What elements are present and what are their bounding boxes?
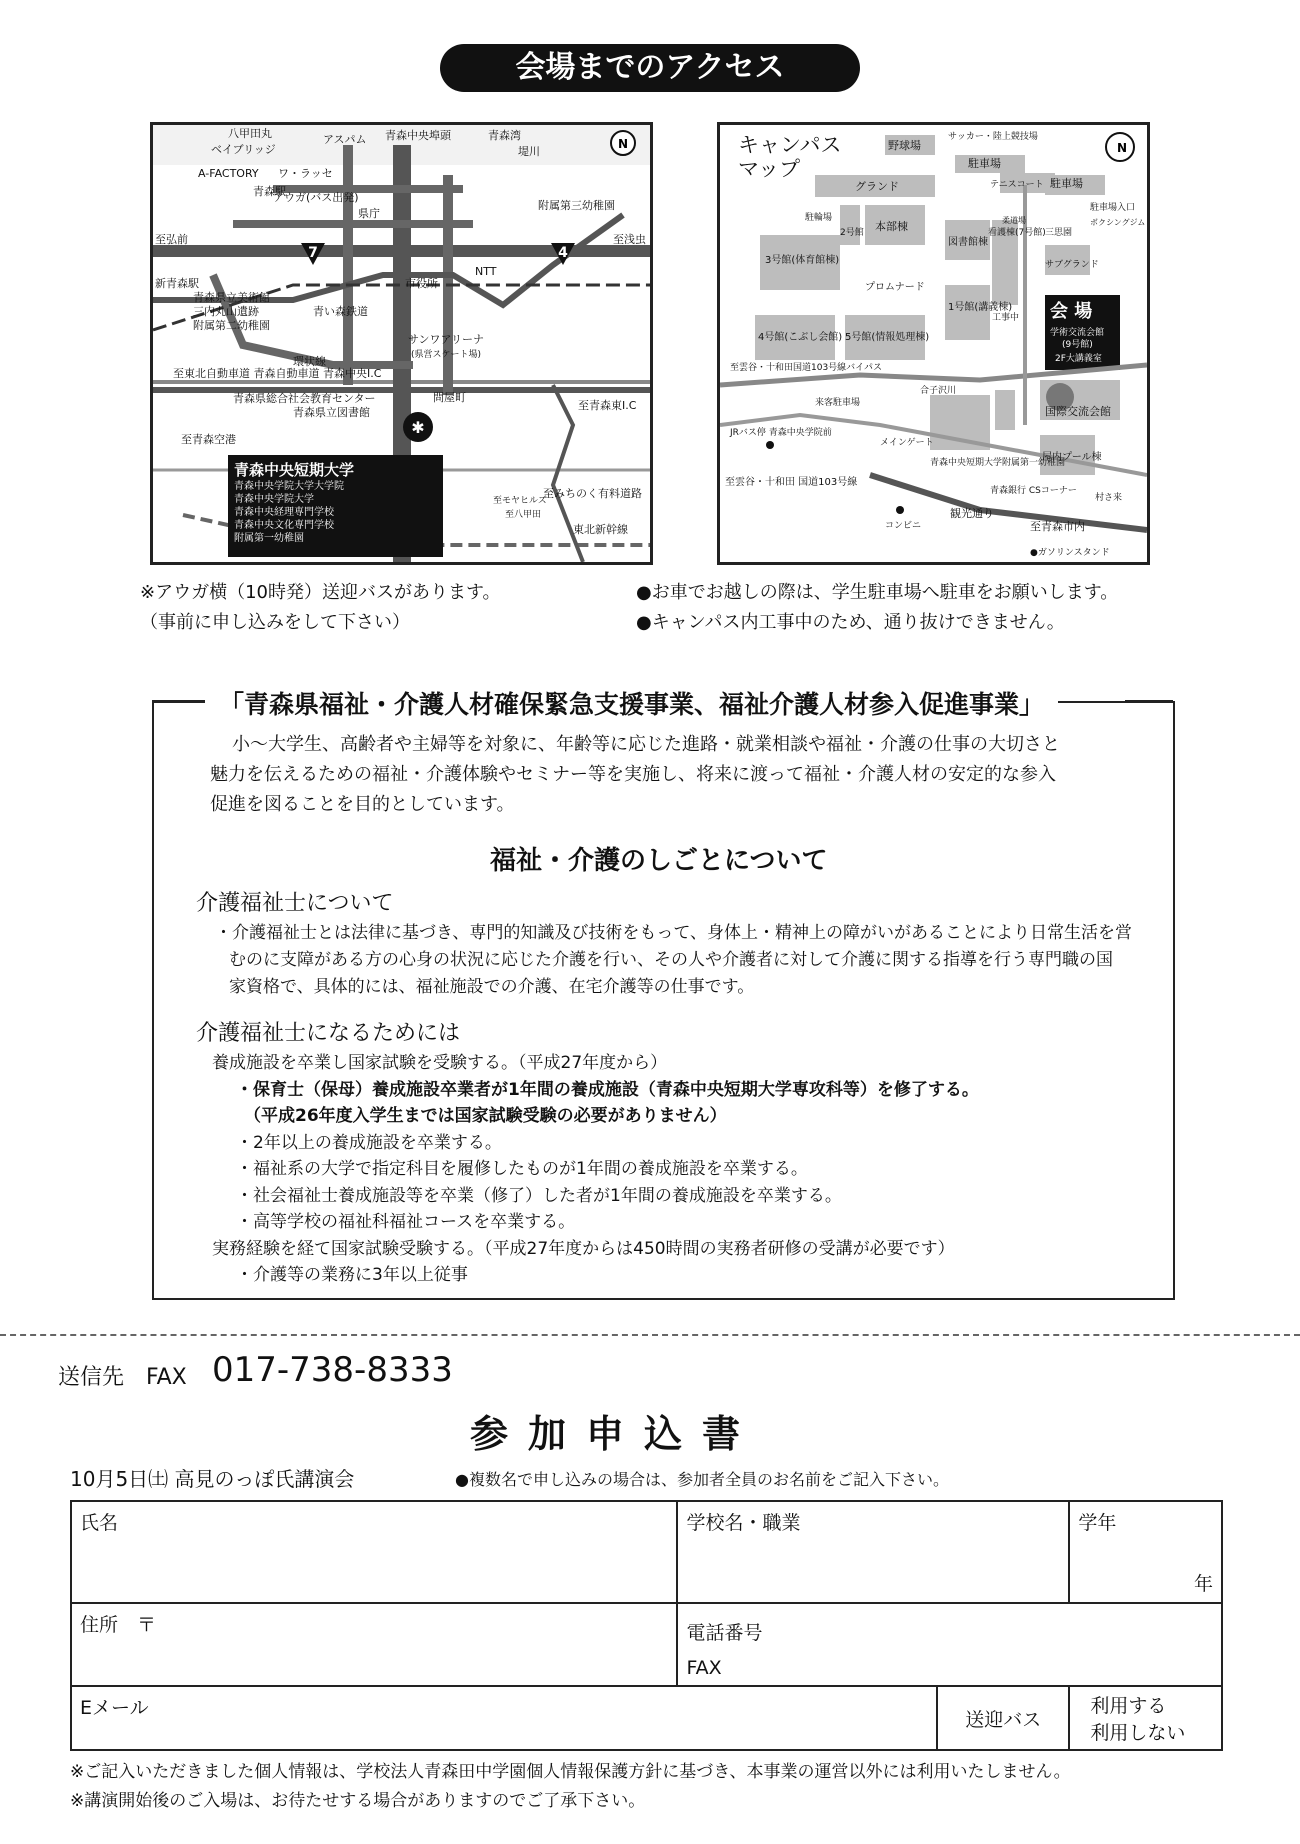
map-label: 至みちのく有料道路 [543,487,642,500]
campus-label: 野球場 [888,139,921,152]
requirement-line: ・社会福祉士養成施設等を卒業（修了）した者が1年間の養成施設を卒業する。 [236,1185,842,1206]
school-callout [228,455,443,557]
north-label: N [617,137,629,151]
grade-label: 学年 [1078,1512,1117,1534]
map-label: 至青森空港 [181,433,236,446]
map-label: 附属第二幼稚園 [193,319,270,332]
map-label: 青森中央埠頭 [385,129,451,142]
campus-label: 至雲谷・十和田国道103号線バイパス [730,363,882,373]
campus-label: JRバス停 青森中央学院前 [730,428,832,438]
campus-label: メインゲート [880,438,934,448]
venue-label: 会 場 [1050,301,1093,322]
phone-label: 電話番号 [686,1622,763,1644]
north-label: N [1116,141,1128,155]
requirement-line: ・介護等の業務に3年以上従事 [236,1265,468,1285]
campus-map-drawing [720,125,1147,562]
school-sub: 青森中央学院大学 [234,494,314,505]
map-label: 附属第三幼稚園 [538,199,615,212]
requirement-line: 実務経験を経て国家試験受験する。（平成27年度からは450時間の実務者研修の受講が必要です） [212,1238,955,1259]
campus-label: 青森銀行 CSコーナー [990,486,1077,496]
project-intro [210,730,1160,820]
car-note-line: ●お車でお越しの際は、学生駐車場へ駐車をお願いします。 [636,582,1119,603]
privacy-note: ※ご記入いただきました個人情報は、学校法人青森田中学園個人情報保護方針に基づき、本事業の運営以外には利用いたしません。 [70,1762,1071,1782]
car-note [636,578,1118,638]
car-note-line: ●キャンパス内工事中のため、通り抜けできません。 [636,612,1065,633]
map-label: 至青森東I.C [578,399,637,412]
school-name: 青森中央短期大学 [234,461,355,479]
email-field[interactable] [72,1687,936,1749]
campus-label: 図書館棟 [948,237,988,248]
fax-label: 送信先 FAX [58,1365,187,1390]
how-to-become-heading: 介護福祉士になるためには [196,1021,461,1046]
form-title: 参加申込書 [470,1412,761,1456]
map-label: NTT [475,265,497,278]
campus-label: 来客駐車場 [815,398,861,408]
map-label: サンワアリーナ [408,333,485,346]
campus-label: 駐車場 [1050,177,1083,190]
campus-map [717,122,1150,565]
venue-sub: (9号館) [1062,340,1093,350]
body-line: 家資格で、具体的には、福祉施設での介護、在宅介護等の仕事です。 [229,977,755,997]
event-name: 10月5日㈯ 高見のっぽ氏講演会 [70,1467,355,1491]
bus-note-line: ※アウガ横（10時発）送迎バスがあります。 [140,582,501,603]
map-label: 至浅虫 [613,233,646,246]
requirement-line: 養成施設を卒業し国家試験を受験する。（平成27年度から） [212,1053,668,1073]
name-field[interactable] [71,1501,677,1603]
phone-field[interactable] [677,1603,1222,1686]
intro-line: 魅力を伝えるための福祉・介護体験やセミナー等を実施し、将来に渡って福祉・介護人材の安定的な参入 [210,764,1056,785]
application-form [70,1500,1223,1751]
campus-label: 1号館(講義棟) [948,302,1013,313]
section-title: 「青森県福祉・介護人材確保緊急支援事業、福祉介護人材参入促進事業」 [205,685,1058,721]
fax-number: 017-738-8333 [212,1350,453,1390]
campus-label: 5号館(情報処理棟) [845,332,930,343]
map-label: 新青森駅 [155,277,199,290]
campus-label: 合子沢川 [920,386,957,396]
campus-label: ボクシングジム [1090,218,1146,227]
bus-note [140,578,501,638]
campus-label: 観光通り [950,507,994,520]
map-label: 環状線 [293,355,326,368]
campus-label: サブグランド [1045,260,1099,270]
campus-label: 駐車場入口 [1090,203,1136,213]
route-7-label: 7 [308,245,318,261]
email-label: Eメール [80,1697,149,1719]
campus-label: 青森中央短期大学附属第一幼稚園 [930,458,1066,468]
bus-yes-option[interactable]: 利用する [1090,1695,1167,1717]
campus-label: 国際交流会館 [1045,405,1111,418]
map-label: 東北新幹線 [573,523,628,536]
access-title: 会場までのアクセス [440,44,860,92]
campus-label: 屋内プール棟 [1042,452,1102,463]
map-label: 八甲田丸 [228,127,272,140]
campus-label: プロムナード [865,282,925,293]
address-label: 住所 〒 [80,1614,157,1636]
intro-line: 小～大学生、高齢者や主婦等を対象に、年齢等に応じた進路・就業相談や福祉・介護の仕事の大切さと [232,734,1060,755]
cut-line [0,1334,1300,1336]
map-label: 三内丸山遺跡 [193,305,259,318]
school-sub: 青森中央文化専門学校 [234,520,334,531]
campus-label: 村さ来 [1095,493,1123,503]
requirement-line: ・2年以上の養成施設を卒業する。 [236,1132,502,1153]
campus-label: 3号館(体育館棟) [765,255,840,266]
address-field[interactable] [71,1603,677,1686]
map-label: 青森県総合社会教育センター [233,392,376,405]
campus-label: 2号館 [840,228,864,238]
route-4-label: 4 [558,245,568,261]
school-sub: 青森中央経理専門学校 [234,507,334,518]
map-label: 問屋町 [433,391,466,404]
fax-field-label: FAX [686,1657,722,1679]
section-title-line-right [1125,700,1173,702]
school-sub: 青森中央学院大学大学院 [234,481,344,492]
map-label: 青森駅 [253,185,286,198]
map-label: アウガ(バス出発) [273,191,359,204]
map-label: アスパム [323,133,367,146]
school-label: 学校名・職業 [686,1512,801,1534]
campus-label: 柔道場 [1002,216,1026,225]
campus-label: 工事中 [992,313,1020,323]
school-sub: 附属第一幼稚園 [234,533,304,544]
requirement-line: ・福祉系の大学で指定科目を履修したものが1年間の養成施設を卒業する。 [236,1159,808,1179]
campus-map-title: キャンパス マップ [738,133,842,181]
campus-label: サッカー・陸上競技場 [948,132,1038,142]
bus-label: 送迎バス [936,1687,1068,1749]
campus-label: 本部棟 [875,220,908,233]
grade-unit: 年 [1193,1573,1213,1595]
campus-label: 4号館(こぶし会館) [758,332,843,343]
body-line: むのに支障がある方の心身の状況に応じた介護を行い、その人や介護者に対して介護に関する指導を行う専門職の国 [229,950,1113,970]
campus-label: ●ガソリンスタンド [1030,548,1110,558]
email-bus-row [71,1686,1069,1750]
late-entry-note: ※講演開始後のご入場は、お待たせする場合がありますのでご了承下さい。 [70,1791,646,1811]
requirement-line: ・高等学校の福祉科福祉コースを卒業する。 [236,1212,576,1232]
campus-label: 三思園 [1045,228,1073,238]
area-map [150,122,653,565]
campus-label: テニスコート [990,180,1044,190]
map-label: 市役所 [405,277,438,290]
campus-label: コンビニ [885,521,922,531]
campus-label: 駐輪場 [805,213,833,223]
bus-no-option[interactable]: 利用しない [1090,1722,1186,1744]
body-line: ・介護福祉士とは法律に基づき、専門的知識及び技術をもって、身体上・精神上の障がいがあることにより日常生活を営 [215,923,1132,943]
map-label: 県庁 [358,207,380,220]
venue-sub: 学術交流会館 [1050,328,1105,338]
map-label: 至弘前 [155,233,188,246]
campus-label: 至青森市内 [1030,520,1085,533]
school-field[interactable] [677,1501,1069,1603]
care-worker-about-body [215,920,1160,1001]
venue-sub: 2F大講義室 [1055,354,1102,364]
map-label: 青い森鉄道 [313,305,368,318]
campus-label: 駐車場 [968,157,1001,170]
map-label: 至モヤヒルズ [493,496,547,506]
map-label: 堤川 [518,145,540,158]
requirement-line: （平成26年度入学生までは国家試験受験の必要がありません） [244,1106,727,1126]
campus-label: 至雲谷・十和田 国道103号線 [725,477,858,488]
bus-note-line: （事前に申し込みをして下さい） [140,612,410,633]
destination-icon: ✱ [411,418,425,437]
map-label: 至東北自動車道 青森自動車道 青森中央I.C [173,367,382,380]
campus-label: グランド [855,180,899,193]
map-label: ベイブリッジ [211,143,276,156]
map-label: A-FACTORY [198,167,259,180]
campus-label: 看護棟(7号館) [988,228,1046,238]
care-work-heading: 福祉・介護のしごとについて [490,846,828,876]
intro-line: 促進を図ることを目的としています。 [210,794,515,815]
map-label: 青森県立図書館 [293,406,370,419]
section-title-line-left [152,700,212,702]
map-label: ワ・ラッセ [278,167,333,180]
how-to-become-list [212,1050,1162,1289]
map-label: 青森県立美術館 [193,291,270,304]
care-worker-about-heading: 介護福祉士について [196,891,394,916]
map-label: 至八甲田 [505,510,542,520]
bus-options[interactable] [1069,1686,1222,1750]
map-label: 青森湾 [488,129,521,142]
name-label: 氏名 [80,1512,119,1534]
event-note: ●複数名で申し込みの場合は、参加者全員のお名前をご記入下さい。 [455,1470,949,1489]
grade-field[interactable] [1069,1501,1222,1603]
map-label: (県営スケート場) [411,350,482,360]
requirement-line: ・保育士（保母）養成施設卒業者が1年間の養成施設（青森中央短期大学専攻科等）を修了する。 [236,1079,979,1100]
